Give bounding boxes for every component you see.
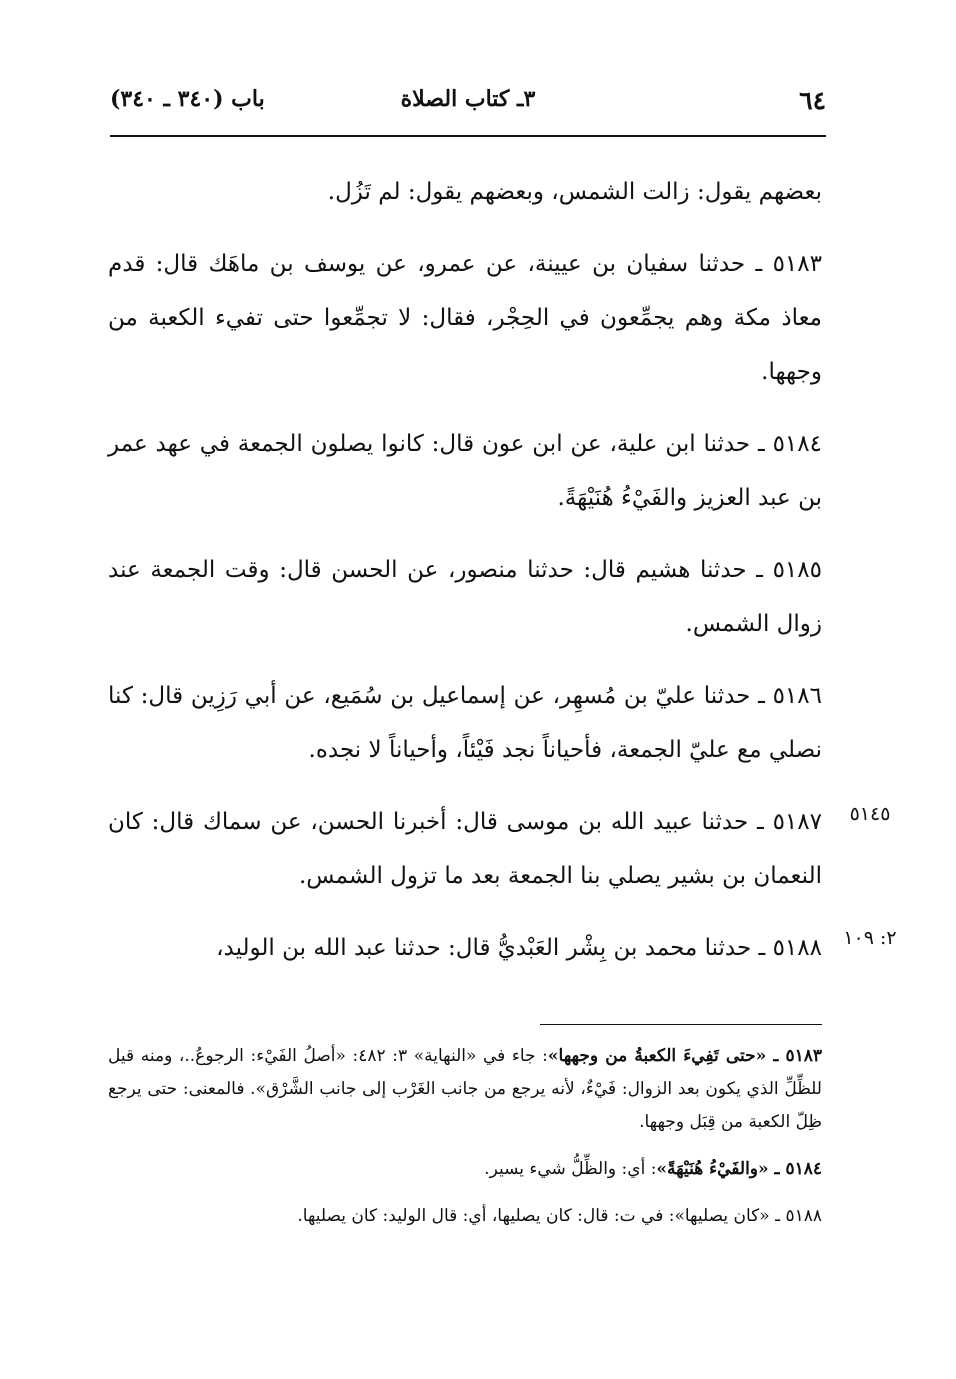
hadith-5185: ٥١٨٥ ـ حدثنا هشيم قال: حدثنا منصور، عن الحسن قال: وقت الجمعة عند زوال الشمس. [108, 557, 822, 637]
book-title: ٣ـ كتاب الصلاة [400, 86, 536, 112]
footnote-5183 [108, 1040, 822, 1139]
side-reference-5187: ٥١٤٥ [849, 803, 891, 825]
side-reference-5188: ٢: ١٠٩ [843, 927, 897, 949]
chapter-range: باب (٣٤٠ ـ ٣٤٠) [110, 86, 265, 112]
footnotes [108, 1040, 822, 1247]
footnote-5184 [108, 1153, 822, 1186]
footnote-text: : جاء في «النهاية» ٣: ٤٨٢: «أصلُ الفَيْء: الرجوعُ..، ومنه قيل للظِّلِّ الذي يكون بعد الزوال: فَيْءٌ، لأنه يرجع من جانب الغَرْب إلى جانب الشَّرْق». فالمعنى: حتى يرجع ظِلّ الكعبة من قِبَل وجهها. [108, 1046, 822, 1132]
page-header [110, 86, 826, 130]
hadith-5186: ٥١٨٦ ـ حدثنا عليّ بن مُسهِر، عن إسماعيل بن سُمَيع، عن أبي رَزِين قال: كنا نصلي مع عليّ الجمعة، فأحياناً نجد فَيْئاً، وأحياناً لا نجده. [108, 683, 822, 763]
header-rule [110, 135, 826, 137]
page-number: ٦٤ [799, 86, 826, 115]
footnote-text: ٥١٨٨ ـ «كان يصليها»: في ت: قال: كان يصليها، أي: قال الوليد: كان يصليها. [297, 1206, 822, 1226]
hadith-5187: ٥١٨٧ ـ حدثنا عبيد الله بن موسى قال: أخبرنا الحسن، عن سماك قال: كان النعمان بن بشير يصلي بنا الجمعة بعد ما تزول الشمس. [108, 809, 822, 889]
main-text [108, 165, 822, 993]
footnote-label: ٥١٨٣ ـ «حتى تَفِيءَ الكعبةُ من وجهها» [547, 1046, 822, 1066]
footnote-rule [540, 1024, 822, 1025]
footnote-5188 [108, 1200, 822, 1233]
footnote-text: : أي: والظِّلُّ شيء يسير. [484, 1159, 657, 1179]
footnote-label: ٥١٨٤ ـ «والفَيْءُ هُنَيْهَةً» [656, 1159, 822, 1179]
paragraph-continuation: بعضهم يقول: زالت الشمس، وبعضهم يقول: لم تَزُل. [327, 179, 822, 205]
hadith-5184: ٥١٨٤ ـ حدثنا ابن علية، عن ابن عون قال: كانوا يصلون الجمعة في عهد عمر بن عبد العزيز والفَيْءُ هُنَيْهَةً. [108, 431, 822, 511]
hadith-5188: ٥١٨٨ ـ حدثنا محمد بن بِشْر العَبْديُّ قال: حدثنا عبد الله بن الوليد، [216, 935, 822, 961]
hadith-5183: ٥١٨٣ ـ حدثنا سفيان بن عيينة، عن عمرو، عن يوسف بن ماهَك قال: قدم معاذ مكة وهم يجمِّعون في الحِجْر، فقال: لا تجمِّعوا حتى تفيء الكعبة من وجهها. [108, 251, 822, 385]
